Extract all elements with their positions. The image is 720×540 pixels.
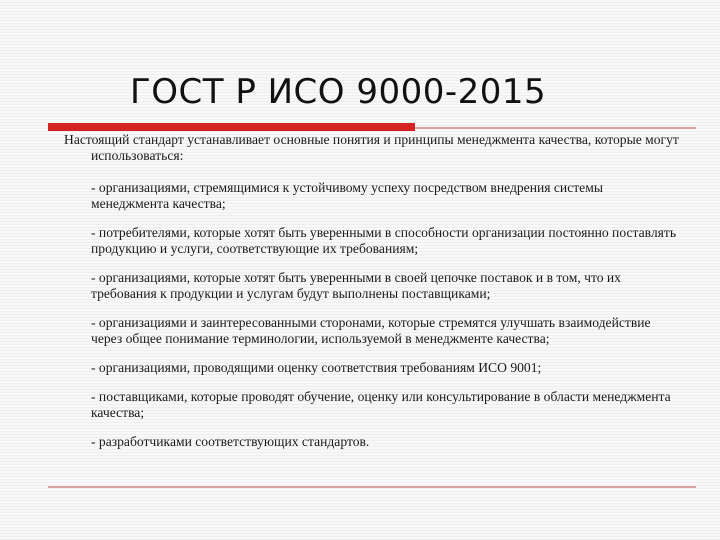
- list-item: - организациями, стремящимися к устойчивому успеху посредством внедрения системы менеджмента качества;: [91, 180, 603, 211]
- list-item: - организациями и заинтересованными сторонами, которые стремятся улучшать взаимодействие через общее понимание терминологии, используемой в менеджменте качества;: [91, 315, 651, 346]
- list-item: - разработчиками соответствующих стандартов.: [91, 434, 370, 449]
- slide-body: [64, 132, 684, 450]
- intro-paragraph: Настоящий стандарт устанавливает основные понятия и принципы менеджмента качества, которые могут использоваться:: [64, 132, 679, 163]
- slide-title: ГОСТ Р ИСО 9000-2015: [130, 72, 547, 112]
- list-item: - потребителями, которые хотят быть уверенными в способности организации постоянно поставлять продукцию и услуги, соответствующие их требованиям;: [91, 225, 677, 256]
- title-accent-bar: [48, 123, 415, 131]
- list-item: - поставщиками, которые проводят обучение, оценку или консультирование в области менеджмента качества;: [91, 389, 671, 420]
- footer-divider: [48, 486, 696, 488]
- list-item: - организациями, проводящими оценку соответствия требованиям ИСО 9001;: [91, 360, 542, 375]
- list-item: - организациями, которые хотят быть уверенными в своей цепочке поставок и в том, что их требования к продукции и услугам будут выполнены поставщиками;: [91, 270, 621, 301]
